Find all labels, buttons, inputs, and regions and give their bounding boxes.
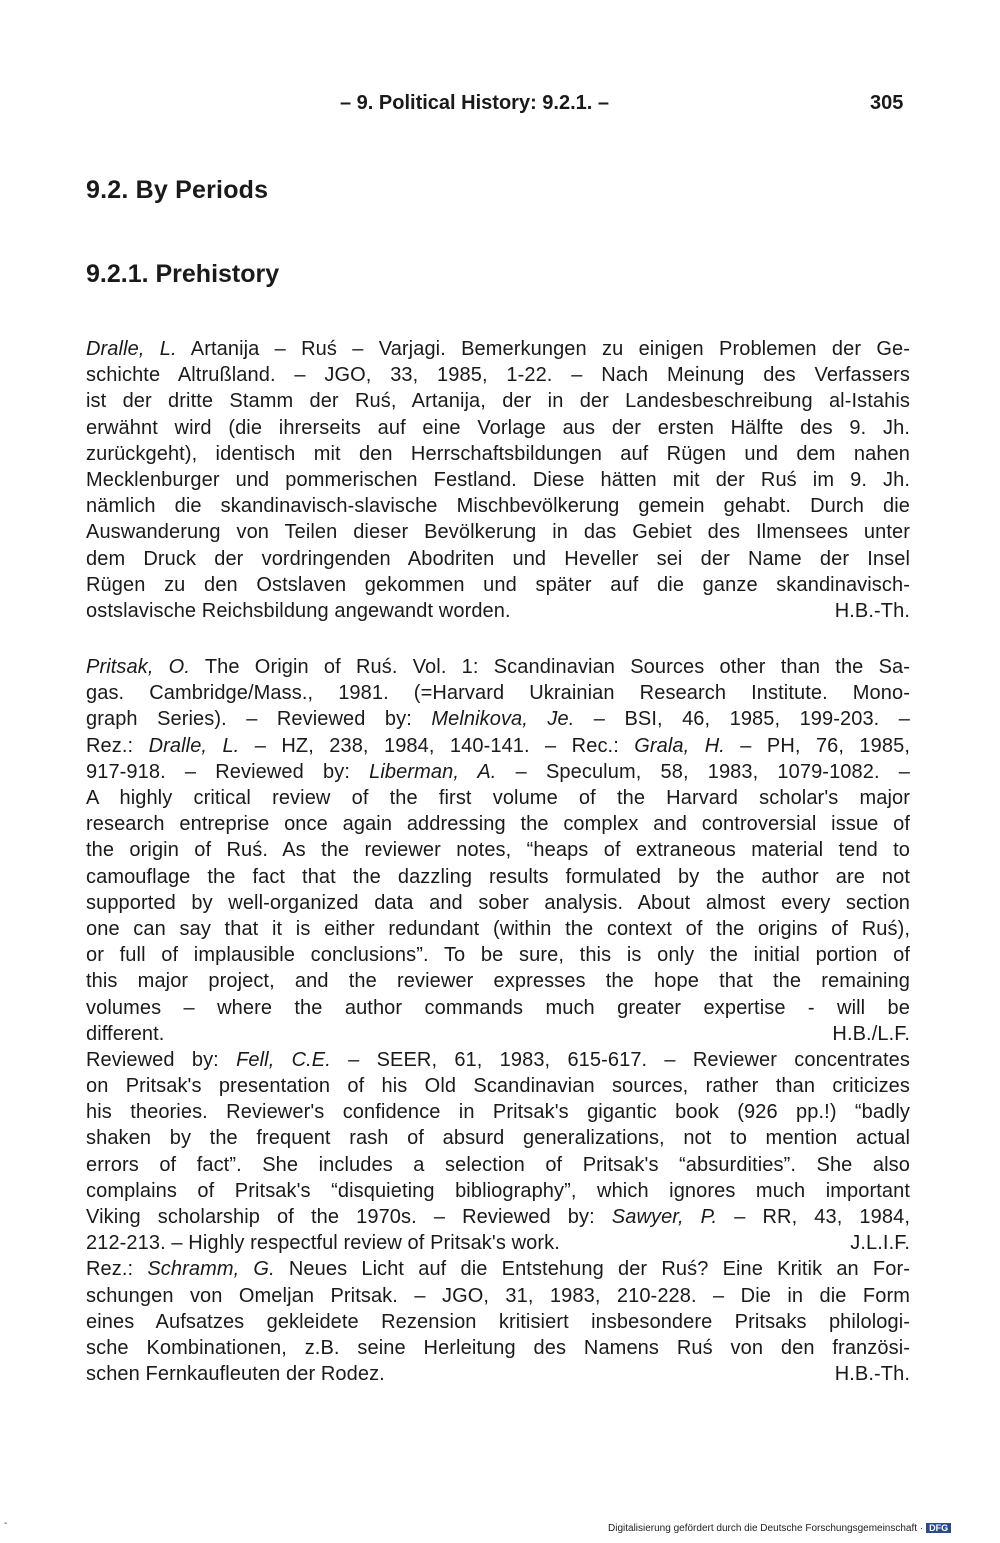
- entry-line: Reviewed by: Fell, C.E. – SEER, 61, 1983, 615-617. – Reviewer concentrates: [86, 1048, 910, 1071]
- reviewer-initials: J.L.I.F.: [850, 1232, 910, 1255]
- entry-line: Rez.: Dralle, L. – HZ, 238, 1984, 140-141. – Rec.: Grala, H. – PH, 76, 1985,: [86, 734, 910, 757]
- entry-author: Pritsak, O.: [86, 656, 190, 679]
- entry-line: dem Druck der vordringenden Abodriten und Heveller sei der Name der Insel: [86, 547, 910, 570]
- scan-mark: -: [4, 1518, 8, 1529]
- entry-line: research entreprise once again addressing the complex and controversial issue of: [86, 813, 910, 836]
- entry-line: gas. Cambridge/Mass., 1981. (=Harvard Ukrainian Research Institute. Mono-: [86, 682, 910, 705]
- entry-line: 212-213. – Highly respectful review of Pritsak's work. J.L.I.F.: [86, 1230, 910, 1256]
- entry-line: Dralle, L. Artanija – Ruś – Varjagi. Bemerkungen zu einigen Problemen der Ge-: [86, 338, 910, 360]
- entry-line: nämlich die skandinavisch-slavische Mischbevölkerung gemein gehabt. Durch die: [86, 495, 910, 518]
- entry-line: his theories. Reviewer's confidence in Pritsak's gigantic book (926 pp.!) “badly: [86, 1101, 910, 1124]
- reviewer-initials: H.B./L.F.: [832, 1022, 910, 1045]
- bibliography-body: [86, 336, 910, 1387]
- reviewer-initials: H.B.-Th.: [834, 599, 910, 622]
- dfg-logo: DFG: [926, 1523, 951, 1533]
- entry-line: Rügen zu den Ostslaven gekommen und später auf die ganze skandinavisch-: [86, 573, 910, 596]
- entry-line: complains of Pritsak's “disquieting bibliography”, which ignores much important: [86, 1179, 910, 1202]
- entry-line: schichte Altrußland. – JGO, 33, 1985, 1-22. – Nach Meinung des Verfassers: [86, 364, 910, 387]
- entry-line: 917-918. – Reviewed by: Liberman, A. – Speculum, 58, 1983, 1079-1082. –: [86, 760, 910, 783]
- entry-line: Rez.: Schramm, G. Neues Licht auf die Entstehung der Ruś? Eine Kritik an For-: [86, 1258, 910, 1281]
- entry-line: the origin of Ruś. As the reviewer notes, “heaps of extraneous material tend to: [86, 839, 910, 862]
- entry-line: Viking scholarship of the 1970s. – Reviewed by: Sawyer, P. – RR, 43, 1984,: [86, 1206, 910, 1228]
- entry-line: camouflage the fact that the dazzling results formulated by the author are not: [86, 865, 910, 888]
- entry-line: different. H.B./L.F.: [86, 1021, 910, 1047]
- entry-line: Auswanderung von Teilen dieser Bevölkerung in das Gebiet des Ilmensees unter: [86, 521, 910, 544]
- subsection-heading: 9.2.1. Prehistory: [86, 260, 280, 288]
- entry-line: Pritsak, O. The Origin of Ruś. Vol. 1: Scandinavian Sources other than the Sa-: [86, 656, 910, 679]
- entry-line: schen Fernkaufleuten der Rodez. H.B.-Th.: [86, 1361, 910, 1387]
- digitization-footer: [608, 1523, 988, 1534]
- running-title: – 9. Political History: 9.2.1. –: [340, 92, 610, 114]
- entry-line: graph Series). – Reviewed by: Melnikova, Je. – BSI, 46, 1985, 199-203. –: [86, 708, 910, 731]
- section-heading: 9.2. By Periods: [86, 176, 269, 204]
- entry-line: this major project, and the reviewer expresses the hope that the remaining: [86, 970, 910, 993]
- entry-line: schungen von Omeljan Pritsak. – JGO, 31, 1983, 210-228. – Die in die Form: [86, 1284, 910, 1307]
- entry-line: A highly critical review of the first volume of the Harvard scholar's major: [86, 787, 910, 809]
- entry-line: erwähnt wird (die ihrerseits auf eine Vorlage aus der ersten Hälfte des 9. Jh.: [86, 416, 910, 439]
- entry-line: ostslavische Reichsbildung angewandt worden. H.B.-Th.: [86, 598, 910, 624]
- entry-line: supported by well-organized data and sober analysis. About almost every section: [86, 891, 910, 914]
- entry-line: on Pritsak's presentation of his Old Scandinavian sources, rather than criticizes: [86, 1075, 910, 1098]
- page-number: 305: [870, 92, 904, 114]
- entry-line: volumes – where the author commands much greater expertise - will be: [86, 996, 910, 1019]
- entry-line: Mecklenburger und pommerischen Festland. Diese hätten mit der Ruś im 9. Jh.: [86, 468, 910, 491]
- entry-dralle: [86, 336, 910, 624]
- footer-text: Digitalisierung gefördert durch die Deutsche Forschungsgemeinschaft ·: [608, 1523, 924, 1534]
- entry-line: sche Kombinationen, z.B. seine Herleitung des Namens Ruś von den französi-: [86, 1336, 910, 1359]
- entry-pritsak: [86, 654, 910, 1387]
- entry-line: one can say that it is either redundant (within the context of the origins of Ruś),: [86, 917, 910, 940]
- entry-line: zurückgeht), identisch mit den Herrschaftsbildungen auf Rügen und dem nahen: [86, 442, 910, 465]
- entry-author: Dralle, L.: [86, 338, 177, 360]
- entry-line: shaken by the frequent rash of absurd generalizations, not to mention actual: [86, 1127, 910, 1150]
- reviewer-initials: H.B.-Th.: [834, 1363, 910, 1386]
- entry-line: or full of implausible conclusions”. To be sure, this is only the initial portion of: [86, 944, 910, 967]
- entry-line: errors of fact”. She includes a selection of Pritsak's “absurdities”. She also: [86, 1153, 910, 1176]
- entry-line: ist der dritte Stamm der Ruś, Artanija, der in der Landesbeschreibung al-Istahis: [86, 390, 910, 413]
- entry-line: eines Aufsatzes gekleidete Rezension kritisiert insbesondere Pritsaks philologi-: [86, 1310, 910, 1333]
